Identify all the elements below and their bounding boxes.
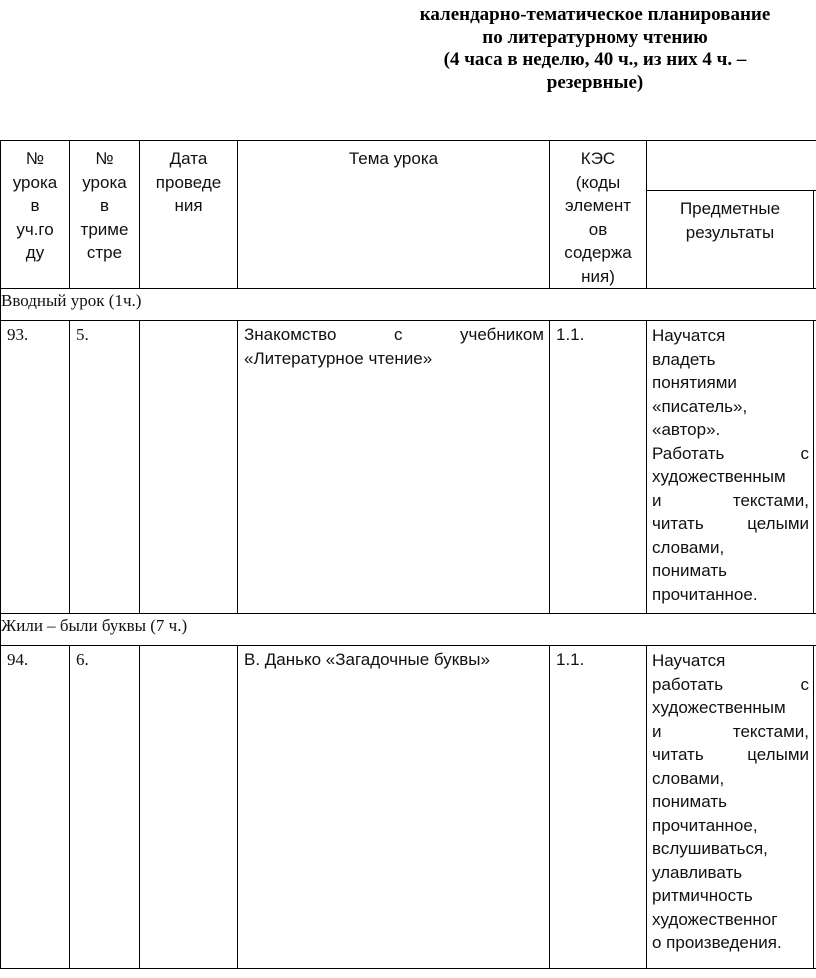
cell-num-year: 94. [1,646,70,969]
result-line: прочитанное, [652,815,758,835]
header-text: урока [82,172,127,192]
header-text: проведе [155,172,222,192]
table-row [1,321,816,614]
header-results-group [647,141,816,191]
title-line-3: (4 часа в неделю, 40 ч., из них 4 ч. – [443,49,747,70]
header-text: уч.го [16,219,54,239]
result-line: о произведения. [652,933,782,952]
header-text: ду [25,243,45,262]
cell-result [647,646,814,969]
cell-kes: 1.1. [550,321,647,614]
result-line: работать с [652,674,809,694]
header-text: стре [86,243,123,262]
header-lesson-trimester [70,141,140,289]
result-line: Научатся [652,326,726,345]
title-line-2: по литературному чтению [482,26,708,48]
result-line: словами, [652,768,725,788]
table-row [1,646,816,969]
result-line: Научатся [652,651,726,670]
result-line: Работать с [652,443,809,463]
result-line: вслушиваться, [652,839,768,858]
header-date [140,141,238,289]
cell-date [140,321,238,614]
result-line: читать целыми [652,514,809,533]
title-line-1: календарно-тематическое планирование [419,4,771,25]
result-line: художественным [652,467,786,486]
topic-line: «Литературное чтение» [244,348,433,368]
result-line: понятиями [652,373,737,392]
result-line: читать целыми [652,745,809,764]
section-row [1,289,816,321]
header-text: Дата [169,149,208,168]
result-line: прочитанное. [652,584,758,604]
header-row [1,141,816,191]
header-text: ния [174,196,203,215]
section-title: Жили – были буквы (7 ч.) [1,614,816,646]
header-text: результаты [685,222,775,242]
topic-line: Знакомство с учебником [244,325,544,344]
section-row [1,614,816,646]
header-kes [550,141,647,289]
result-line: владеть [652,349,716,369]
header-text: (коды [575,172,621,192]
topic-line: В. Данько «Загадочные буквы» [244,650,490,669]
result-line: художественным [652,698,786,717]
result-line: и текстами, [652,721,809,741]
result-line: ритмичность [652,886,753,905]
header-topic [238,141,550,289]
result-line: словами, [652,537,725,557]
result-line: и текстами, [652,490,809,510]
cell-kes: 1.1. [550,646,647,969]
header-subject-results [647,191,814,289]
header-text: ов [588,219,608,239]
cell-date [140,646,238,969]
result-line: понимать [652,792,727,811]
header-lesson-year [1,141,70,289]
header-text: КЭС [580,149,616,168]
header-text: содержа [564,243,632,262]
planning-table [0,140,816,969]
cell-num-year: 93. [1,321,70,614]
result-line: «писатель», [652,396,748,416]
header-text: в [99,196,110,215]
header-text: № [95,149,114,168]
header-text: элемент [565,196,631,215]
document-title [330,4,816,94]
cell-num-trimester: 5. [70,321,140,614]
cell-num-trimester: 6. [70,646,140,969]
cell-result [647,321,814,614]
result-line: «автор». [652,420,721,439]
result-line: художественног [652,909,778,929]
header-text: Тема урока [348,149,439,168]
header-text: в [30,196,40,215]
title-line-4: резервные) [546,71,644,93]
header-text: № [25,149,45,168]
header-text: урока [12,172,58,192]
section-title: Вводный урок (1ч.) [1,289,816,321]
cell-topic [238,646,550,969]
header-text: Предметные [679,199,781,219]
result-line: понимать [652,561,727,580]
result-line: улавливать [652,862,743,882]
header-text: ния) [581,266,615,286]
header-text: триме [80,219,129,239]
cell-topic [238,321,550,614]
